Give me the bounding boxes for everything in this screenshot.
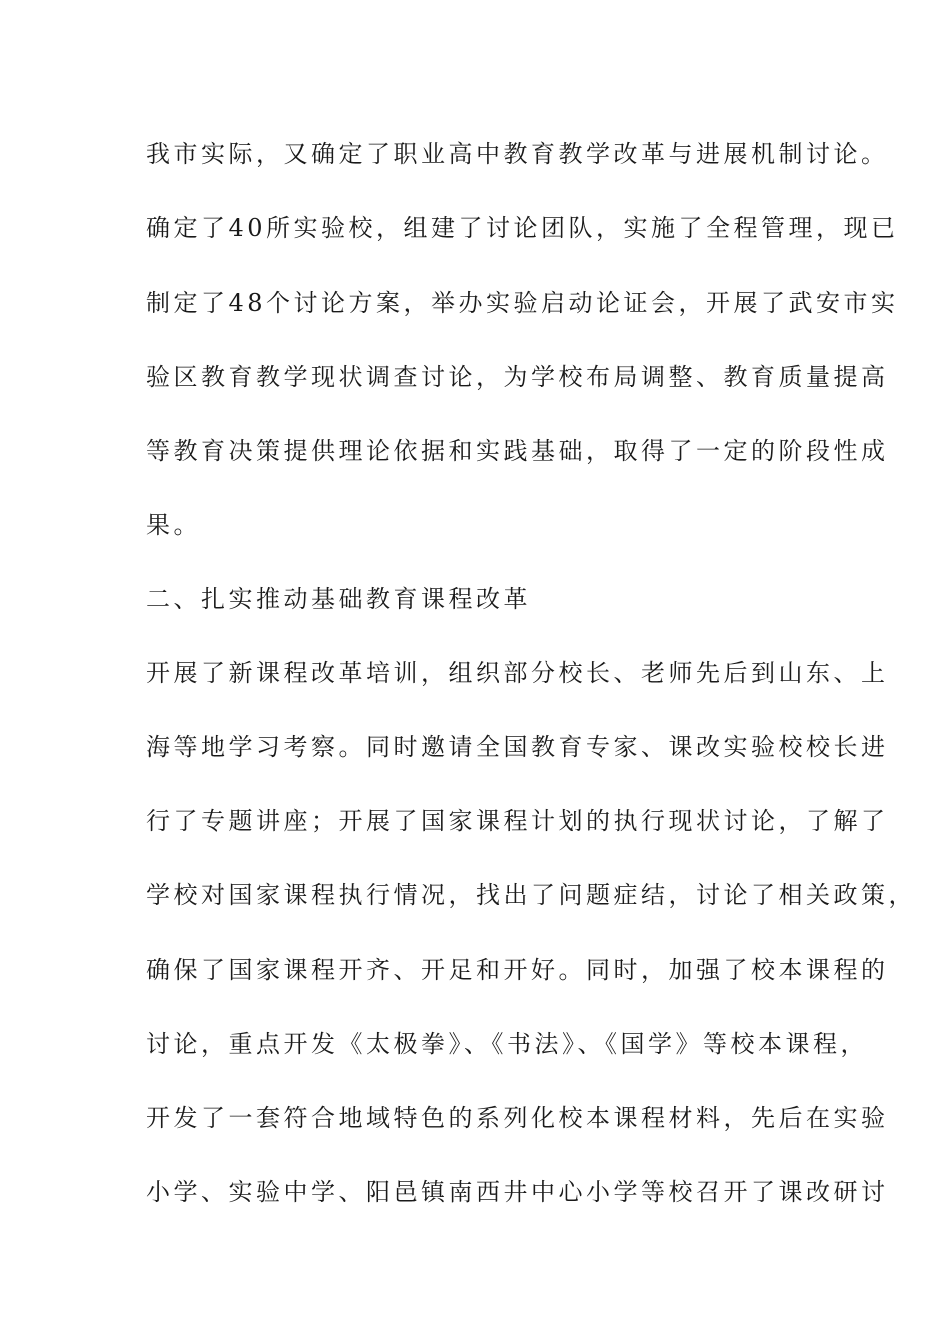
text-line: 我市实际，又确定了职业高中教育教学改革与进展机制讨论。 [146, 140, 889, 168]
text-line: 开展了新课程改革培训，组织部分校长、老师先后到山东、上 [146, 659, 889, 687]
text-line: 行了专题讲座；开展了国家课程计划的执行现状讨论，了解了 [146, 807, 889, 835]
text-line: 果。 [146, 511, 201, 539]
text-line: 海等地学习考察。同时邀请全国教育专家、课改实验校校长进 [146, 733, 889, 761]
text-line: 开发了一套符合地域特色的系列化校本课程材料，先后在实验 [146, 1104, 889, 1132]
text-line: 验区教育教学现状调查讨论，为学校布局调整、教育质量提高 [146, 363, 889, 391]
text-line: 等教育决策提供理论依据和实践基础，取得了一定的阶段性成 [146, 437, 889, 465]
text-line: 讨论，重点开发《太极拳》、《书法》、《国学》等校本课程， [146, 1030, 868, 1058]
text-line: 制定了48个讨论方案，举办实验启动论证会，开展了武安市实 [146, 289, 899, 317]
text-line: 小学、实验中学、阳邑镇南西井中心小学等校召开了课改研讨 [146, 1178, 889, 1206]
text-line: 学校对国家课程执行情况，找出了问题症结，讨论了相关政策， [146, 881, 916, 909]
text-line: 确定了40所实验校，组建了讨论团队，实施了全程管理，现已 [146, 214, 899, 242]
text-line: 确保了国家课程开齐、开足和开好。同时，加强了校本课程的 [146, 956, 889, 984]
section-heading: 二、扎实推动基础教育课程改革 [146, 585, 531, 613]
